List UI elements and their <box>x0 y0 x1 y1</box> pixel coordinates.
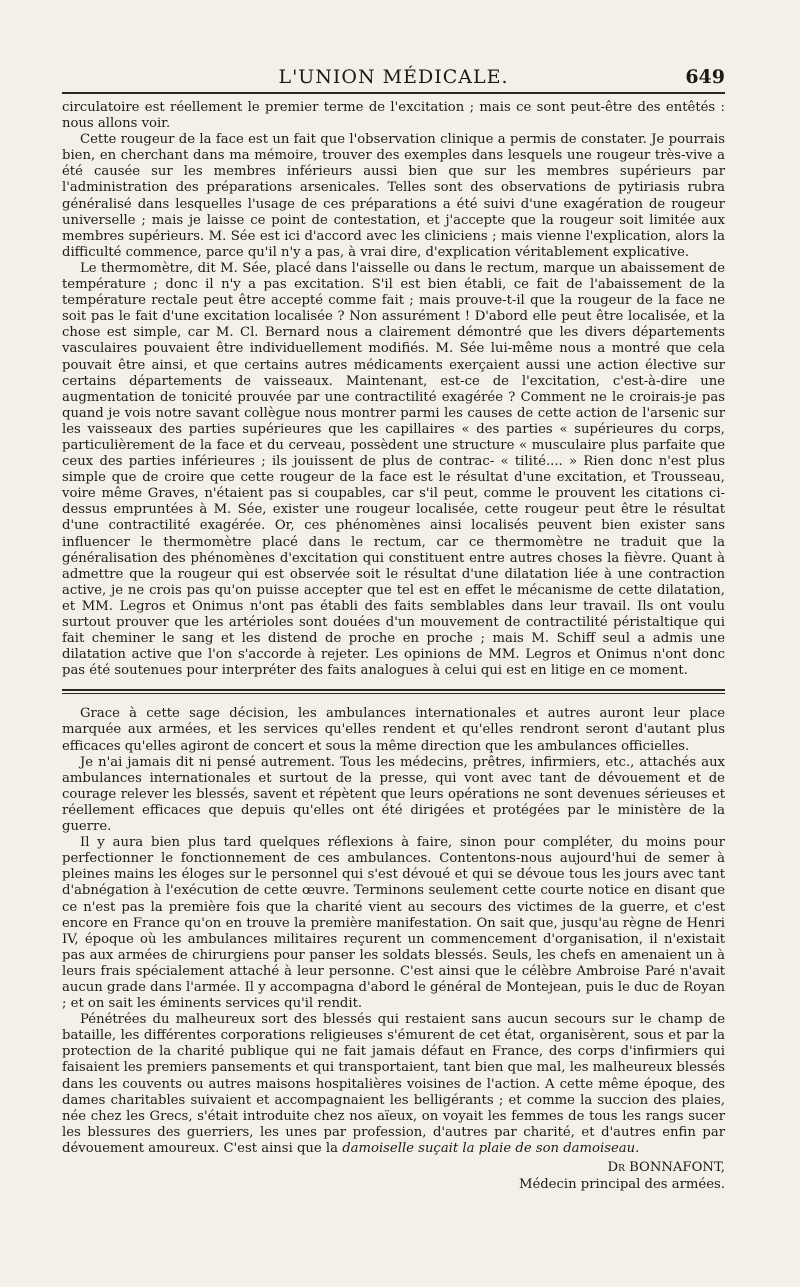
author-name: Dr BONNAFONT, <box>607 1160 725 1175</box>
paragraph: circulatoire est réellement le premier terme de l'excitation ; mais ce sont peut-être des entêtés : nous allons voir. <box>62 100 725 132</box>
page-header <box>62 60 725 94</box>
paragraph: Grace à cette sage décision, les ambulances internationales et autres auront leur place marquée aux armées, et les services qu'elles rendent et qu'elles rendront seront d'autant plus efficaces qu'elles agiront de concert et sous la même direction que les ambulances officielles. <box>62 706 725 754</box>
paragraph: Cette rougeur de la face est un fait que l'observation clinique a permis de constater. Je pourrais bien, en cherchant dans ma mémoire, trouver des exemples dans lesquels une rougeur très-vive a été causée sur les membres inférieurs aussi bien que sur les membres supérieurs par l'administration des préparations arsenicales. Telles sont des observations de pytiriasis rubra généralisé dans lesquelles l'usage de ces préparations a été suivi d'une exagération de rougeur universelle ; mais je laisse ce point de contestation, et j'accepte que la rougeur soit limitée aux membres supérieurs. M. Sée est ici d'accord avec les cliniciens ; mais vienne l'explication, alors la difficulté commence, parce qu'il n'y a pas, à vrai dire, d'explication véritablement explicative. <box>62 132 725 260</box>
paragraph: Il y aura bien plus tard quelques réflexions à faire, sinon pour compléter, du moins pour perfectionner le fonctionnement de ces ambulances. Contentons-nous aujourd'hui de semer à pleines mains les éloges sur le personnel qui s'est dévoué et qui se dévoue tous les jours avec tant d'abnégation à l'exécution de cette œuvre. Terminons seulement cette courte notice en disant que ce n'est pas la première fois que la charité vient au secours des victimes de la guerre, et c'est encore en France qu'on en trouve la première manifestation. On sait que, jusqu'au règne de Henri IV, époque où les ambulances militaires reçurent un commencement d'organisation, il n'existait pas aux armées de chirurgiens pour panser les soldats blessés. Seuls, les chefs en amenaient un à leurs frais spécialement attaché à leur personne. C'est ainsi que le célèbre Ambroise Paré n'avait aucun grade dans l'armée. Il y accompagna d'abord le général de Montejean, puis le duc de Royan ; et on sait les éminents services qu'il rendit. <box>62 835 725 1012</box>
page-number: 649 <box>685 66 725 88</box>
paragraph: Le thermomètre, dit M. Sée, placé dans l'aisselle ou dans le rectum, marque un abaissement de température ; donc il n'y a pas excitation. S'il est bien établi, ce fait de l'abaissement de la température rectale peut être accepté comme fait ; mais prouve-t-il que la rougeur de la face ne soit pas le fait d'une excitation localisée ? Non assurément ! D'abord elle peut être localisée, et la chose est simple, car M. Cl. Bernard nous a clairement démontré que les divers départements vasculaires pouvaient être individuellement modifiés. M. Sée lui-même nous a montré que cela pouvait être ainsi, et que certains autres médicaments exerçaient aussi une action élective sur certains départements de vaisseaux. Maintenant, est-ce de l'excitation, c'est-à-dire une augmentation de tonicité prouvée par une contractilité exagérée ? Comment ne le croirais-je pas quand je vois notre savant collègue nous montrer parmi les causes de cette action de l'arsenic sur les vaisseaux des parties supérieures que les capillaires « des parties « supérieures du corps, particulièrement de la face et du cerveau, possèdent une structure « musculaire plus parfaite que ceux des parties inférieures ; ils jouissent de plus de contrac- « tilité.... » Rien donc n'est plus simple que de croire que cette rougeur de la face est le résultat d'une excitation, et Trousseau, voire même Graves, n'étaient pas si coupables, car s'il peut, comme le prouvent les citations ci-dessus empruntées à M. Sée, exister une rougeur localisée, cette rougeur peut être le résultat d'une contractilité exagérée. Or, ces phénomènes ainsi localisés peuvent bien exister sans influencer le thermomètre placé dans le rectum, car ce thermomètre ne traduit que la généralisation des phénomènes d'excitation qui constituent entre autres choses la fièvre. Quant à admettre que la rougeur qui est observée soit le résultat d'une dilatation liée à une contraction active, je ne crois pas qu'on puisse accepter que tel est en effet le mécanisme de cette dilatation, et MM. Legros et Onimus n'ont pas établi des faits semblables dans leur travail. Ils ont voulu surtout prouver que les artérioles sont douées d'un mouvement de contractilité péristaltique qui fait cheminer le sang et les distend de proche en proche ; mais M. Schiff seul a admis une dilatation active que l'on s'accorde à rejeter. Les opinions de MM. Legros et Onimus n'ont donc pas été soutenues pour interpréter des faits analogues à celui qui est en litige en ce moment. <box>62 260 725 679</box>
paragraph <box>62 1012 725 1157</box>
paragraph: Je n'ai jamais dit ni pensé autrement. Tous les médecins, prêtres, infirmiers, etc., attachés aux ambulances internationales et surtout de la presse, qui vont avec tant de dévouement et de courage relever les blessés, savent et répètent que leurs opérations ne sont devenues sérieuses et réellement efficaces que depuis qu'elles ont été dirigées et protégées par le ministère de la guerre. <box>62 754 725 835</box>
italic-quote: damoiselle suçait la plaie de son damoiseau. <box>342 1140 640 1156</box>
article-section-2 <box>62 706 725 1157</box>
article-section-1 <box>62 100 725 679</box>
paragraph-text: Pénétrées du malheureux sort des blessés qui restaient sans aucun secours sur le champ de bataille, les différentes corporations religieuses s'émurent de cet état, organisèrent, sous et par la protection de la charité publique qui ne fait jamais défaut en France, des corps d'infirmiers qui faisaient les premiers pansements et qui transportaient, tant bien que mal, les malheureux blessés dans les couvents ou autres maisons hospitalières voisines de l'action. A cette même époque, des dames charitables suivaient et accompagnaient les belligérants ; et comme la succion des plaies, née chez les Grecs, s'était introduite chez nos aïeux, on voyait les femmes de tous les rangs sucer les blessures des guerriers, les unes par profession, d'autres par charité, et d'autres enfin par dévouement amoureux. C'est ainsi que la <box>62 1012 725 1156</box>
section-divider <box>62 689 725 694</box>
journal-title: L'UNION MÉDICALE. <box>278 66 509 88</box>
signature-block <box>62 1159 725 1193</box>
author-title: Médecin principal des armées. <box>518 1177 725 1192</box>
